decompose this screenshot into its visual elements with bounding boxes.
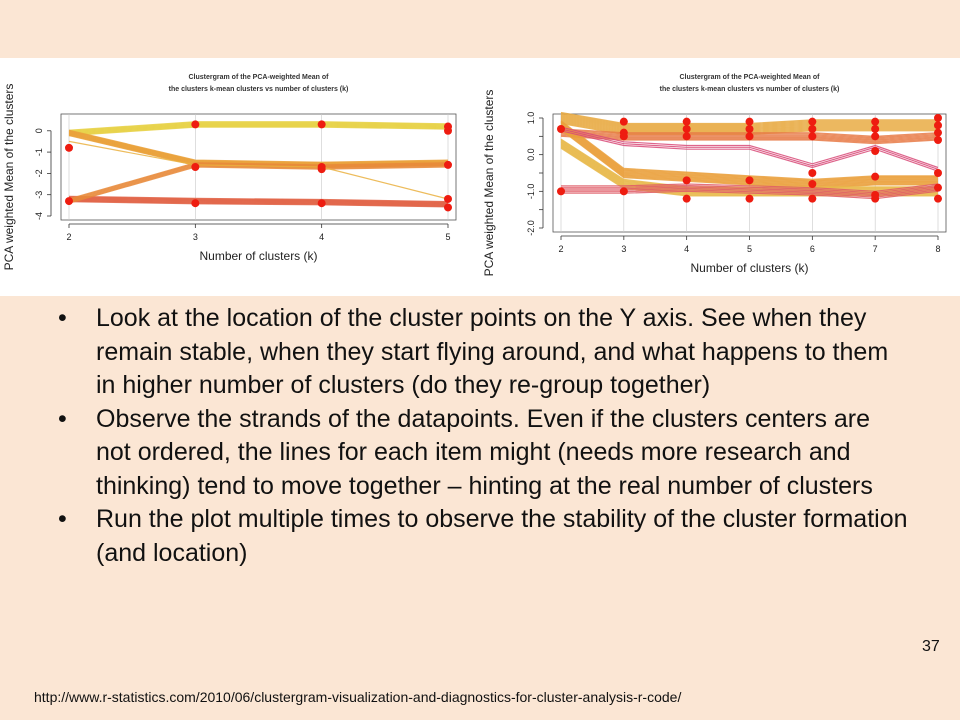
y-tick-label: -1 [34,148,44,157]
strand-line [69,141,448,199]
cluster-center-point [318,120,326,128]
cluster-center-point [683,195,691,203]
cluster-center-point [746,176,754,184]
y-tick-label: -1.0 [526,183,536,200]
cluster-center-point [683,125,691,133]
chart-title-line: the clusters k-mean clusters vs number of clusters (k) [168,86,349,93]
cluster-center-point [934,129,942,137]
cluster-center-point [557,187,565,195]
cluster-center-point [934,136,942,144]
cluster-center-point [934,169,942,177]
x-tick-label: 4 [319,232,325,242]
chart-title-line: Clustergram of the PCA-weighted Mean of [679,74,820,81]
clustergram-chart-left [0,58,480,296]
x-tick-label: 2 [66,232,72,242]
cluster-center-point [557,125,565,133]
cluster-center-point [683,132,691,140]
cluster-center-point [808,169,816,177]
cluster-center-point [934,184,942,192]
y-tick-label: 0 [34,128,44,134]
cluster-center-point [444,195,452,203]
x-tick-label: 3 [621,244,627,254]
cluster-center-point [746,125,754,133]
bullet-list [58,302,908,570]
bullet-text: Look at the location of the cluster points on the Y axis. See when they remain stable, when they start flying around, and what happens to them in higher number of clusters (do they re-group together) [96,304,889,399]
figure-panel [0,58,960,296]
cluster-center-point [808,195,816,203]
y-tick-label: -3 [34,190,44,199]
cluster-center-point [191,120,199,128]
bullet-item [58,302,908,403]
cluster-center-point [871,118,879,126]
cluster-center-point [65,144,73,152]
strand-line [69,164,448,200]
cluster-center-point [683,176,691,184]
bullet-item [58,503,908,570]
y-axis-label: PCA weighted Mean of the clusters [2,83,16,271]
cluster-center-point [808,125,816,133]
bullet-dot-icon: • [58,304,67,332]
cluster-center-point [871,132,879,140]
x-tick-label: 2 [558,244,564,254]
cluster-center-point [871,147,879,155]
cluster-center-point [934,121,942,129]
bullet-item [58,403,908,504]
cluster-center-point [683,118,691,126]
clustergram-chart-right [480,58,960,296]
y-tick-label: -2.0 [526,220,536,236]
bullet-dot-icon: • [58,505,67,533]
x-tick-label: 5 [746,244,753,254]
cluster-center-point [444,161,452,169]
cluster-center-point [808,132,816,140]
cluster-center-point [444,203,452,211]
cluster-center-point [318,199,326,207]
cluster-center-point [934,195,942,203]
cluster-center-point [871,125,879,133]
bullet-dot-icon: • [58,404,67,433]
cluster-center-point [746,195,754,203]
chart-title-line: the clusters k-mean clusters vs number of clusters (k) [659,86,840,93]
cluster-center-point [746,118,754,126]
x-tick-label: 6 [809,244,815,254]
cluster-center-point [191,163,199,171]
y-tick-label: -2 [34,169,44,178]
x-axis-label: Number of clusters (k) [199,249,318,263]
x-tick-label: 4 [684,244,690,254]
bullet-text: Observe the strands of the datapoints. Even if the clusters centers are not ordered, the lines for each item might (needs more research and thinking) tend to move together – hinting at the real number of clusters [96,404,873,500]
cluster-center-point [934,114,942,122]
cluster-center-point [620,187,628,195]
page-number: 37 [922,638,940,655]
cluster-center-point [620,118,628,126]
cluster-center-point [65,197,73,205]
y-tick-label: 0.0 [526,148,536,161]
cluster-center-point [620,132,628,140]
chart-title-line: Clustergram of the PCA-weighted Mean of [188,74,329,81]
cluster-center-point [191,199,199,207]
y-tick-label: -4 [34,211,44,221]
x-tick-label: 8 [935,244,941,254]
x-tick-label: 5 [445,232,451,242]
cluster-center-point [318,165,326,173]
x-tick-label: 3 [192,232,198,242]
cluster-center-point [808,180,816,188]
x-tick-label: 7 [872,244,878,254]
source-url-link[interactable]: http://www.r-statistics.com/2010/06/clustergram-visualization-and-diagnostics-for-cluster-analysis-r-code/ [34,689,682,705]
cluster-center-point [808,118,816,126]
bullet-text: Run the plot multiple times to observe the stability of the cluster formation (and location) [96,505,908,567]
cluster-center-point [871,173,879,181]
x-axis-label: Number of clusters (k) [690,261,809,275]
cluster-center-point [871,195,879,203]
y-axis-label: PCA weighted Mean of the clusters [482,89,496,277]
y-tick-label: 1.0 [526,111,536,125]
cluster-center-point [444,127,452,135]
cluster-center-point [746,132,754,140]
